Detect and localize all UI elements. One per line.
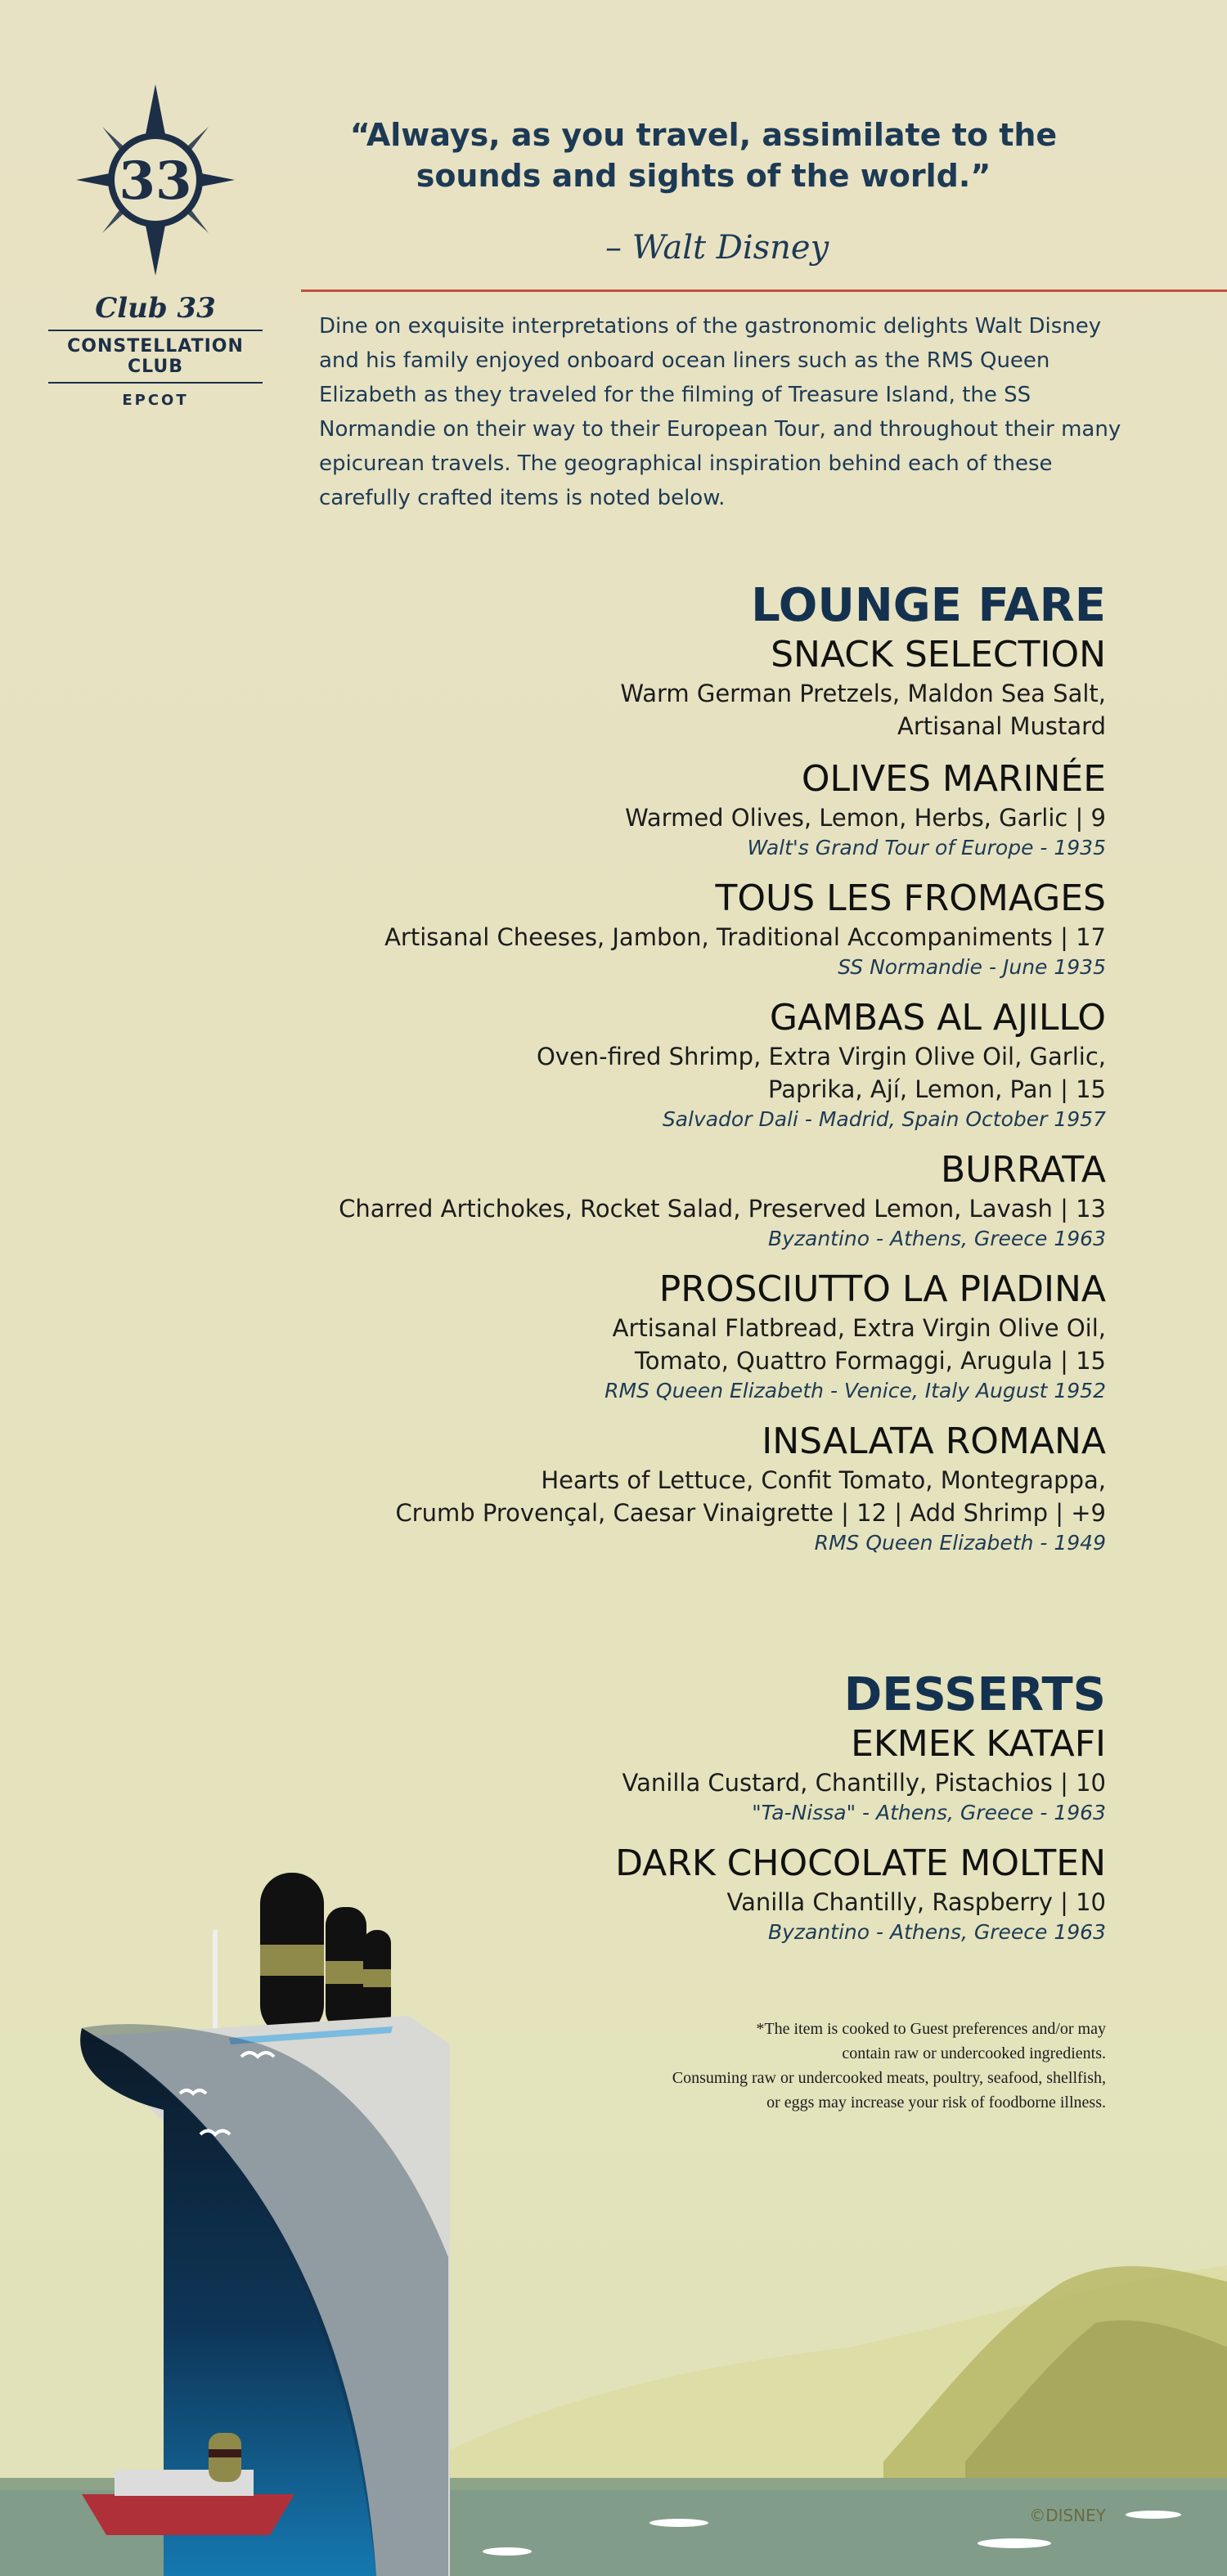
item-origin: Salvador Dali - Madrid, Spain October 1957 xyxy=(662,1107,1106,1131)
item-name: GAMBAS AL AJILLO xyxy=(769,997,1106,1039)
item-desc: Artisanal Flatbread, Extra Virgin Olive Oil, xyxy=(612,1314,1106,1342)
item-desc: Vanilla Custard, Chantilly, Pistachios | 10 xyxy=(622,1769,1106,1797)
menu-item xyxy=(206,1148,1106,1253)
disclaimer-line-2: contain raw or undercooked ingredients. xyxy=(842,2044,1106,2062)
menu-item xyxy=(206,1722,1106,1827)
item-name: DARK CHOCOLATE MOLTEN xyxy=(615,1842,1106,1884)
menu-item xyxy=(206,1268,1106,1405)
item-desc: Artisanal Cheeses, Jambon, Traditional Accompaniments | 17 xyxy=(384,923,1106,951)
disclaimer-line-1: *The item is cooked to Guest preferences and/or may xyxy=(756,2020,1106,2038)
item-name: BURRATA xyxy=(941,1149,1106,1191)
menu-item xyxy=(206,996,1106,1133)
item-name: INSALATA ROMANA xyxy=(762,1420,1106,1462)
club-location: EPCOT xyxy=(122,392,189,409)
item-desc: Crumb Provençal, Caesar Vinaigrette | 12 | Add Shrimp | +9 xyxy=(395,1499,1106,1527)
item-desc: Oven-fired Shrimp, Extra Virgin Olive Oil, Garlic, xyxy=(536,1043,1106,1070)
item-name: PROSCIUTTO LA PIADINA xyxy=(658,1268,1106,1310)
disclaimer-line-4: or eggs may increase your risk of foodborne illness. xyxy=(766,2094,1106,2112)
item-name: EKMEK KATAFI xyxy=(851,1723,1106,1765)
item-origin: Byzantino - Athens, Greece 1963 xyxy=(767,1227,1106,1250)
intro-paragraph: Dine on exquisite interpretations of the gastronomic delights Walt Disney and his family enjoyed onboard ocean liners such as the RMS Queen Elizabeth as they traveled for the filming of Treasure Island, the SS Normandie on their way to their European Tour, and throughout their many epicurean travels. The geographical inspiration behind each of these carefully crafted items is noted below. xyxy=(319,314,1121,510)
item-desc: Hearts of Lettuce, Confit Tomato, Montegrappa, xyxy=(541,1466,1106,1494)
item-desc: Vanilla Chantilly, Raspberry | 10 xyxy=(726,1888,1106,1916)
item-origin: Byzantino - Athens, Greece 1963 xyxy=(767,1920,1106,1944)
compass-star-icon xyxy=(70,78,241,282)
item-desc: Warm German Pretzels, Maldon Sea Salt, xyxy=(620,680,1106,707)
quote-line-2: sounds and sights of the world.” xyxy=(416,158,991,194)
club-name: CONSTELLATION CLUB xyxy=(48,330,263,384)
svg-text:33: 33 xyxy=(119,150,192,212)
item-origin: SS Normandie - June 1935 xyxy=(838,955,1106,979)
item-desc: Warmed Olives, Lemon, Herbs, Garlic | 9 xyxy=(625,804,1106,832)
ocean-liner-illustration xyxy=(0,1848,458,2576)
walt-quote xyxy=(344,114,1063,196)
quote-line-1: “Always, as you travel, assimilate to the xyxy=(349,117,1058,153)
menu-item xyxy=(206,757,1106,862)
item-desc: Paprika, Ají, Lemon, Pan | 15 xyxy=(768,1075,1106,1103)
item-name: OLIVES MARINÉE xyxy=(801,758,1106,800)
club-script-name: Club 33 xyxy=(95,292,216,325)
section-title-desserts: DESSERTS xyxy=(843,1668,1106,1721)
menu-item xyxy=(206,877,1106,981)
club-logo xyxy=(45,78,266,409)
copyright-notice: ©DISNEY xyxy=(1029,2506,1106,2525)
item-name: TOUS LES FROMAGES xyxy=(715,877,1106,919)
menu-item xyxy=(206,1420,1106,1557)
item-name: SNACK SELECTION xyxy=(771,634,1106,675)
menu-item xyxy=(206,633,1106,743)
item-desc: Charred Artichokes, Rocket Salad, Preserved Lemon, Lavash | 13 xyxy=(339,1195,1106,1223)
walt-signature: – Walt Disney xyxy=(605,229,829,267)
item-origin: RMS Queen Elizabeth - 1949 xyxy=(814,1531,1106,1555)
item-desc: Tomato, Quattro Formaggi, Arugula | 15 xyxy=(634,1347,1106,1375)
divider-line xyxy=(301,289,1227,292)
item-origin: "Ta-Nissa" - Athens, Greece - 1963 xyxy=(752,1801,1106,1824)
item-desc: Artisanal Mustard xyxy=(897,712,1106,740)
item-origin: Walt's Grand Tour of Europe - 1935 xyxy=(747,836,1106,859)
lounge-fare-section xyxy=(206,579,1106,1557)
section-title-lounge: LOUNGE FARE xyxy=(751,579,1106,632)
item-origin: RMS Queen Elizabeth - Venice, Italy August 1952 xyxy=(605,1379,1106,1402)
disclaimer-line-3: Consuming raw or undercooked meats, poultry, seafood, shellfish, xyxy=(672,2069,1106,2087)
